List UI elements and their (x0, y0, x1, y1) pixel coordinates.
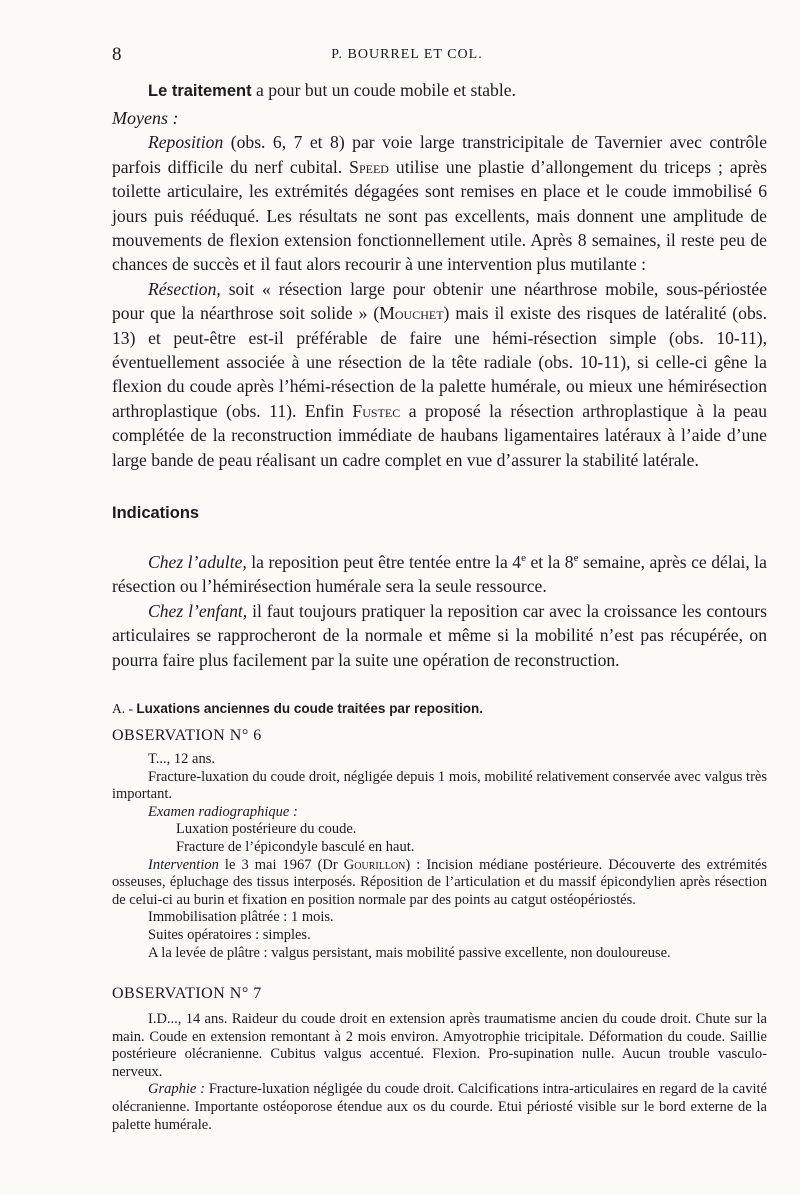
obs6-exam-line-2: Fracture de l’épicondyle basculé en haut. (176, 838, 415, 855)
resection-text-1: soit « résection large pour obtenir une néarthrose mobile, sous-périostée pour que la néarthrose soit solide » ( (112, 278, 767, 324)
enfant-paragraph (112, 599, 767, 672)
enfant-text: il faut toujours pratiquer la reposition car avec la croissance les contours articulaires se rapprocheront de la normale et même si la mobilité n’est pas récupérée, on pourra faire plus facilement par la suite une opération de reconstruction. (112, 600, 767, 670)
adulte-text-2: et la 8 (525, 551, 574, 572)
reposition-paragraph (112, 130, 767, 276)
obs6-intervention-label: Intervention (148, 856, 219, 873)
obs6-exam-line-1: Luxation postérieure du coude. (176, 821, 357, 838)
obs6-suites: Suites opératoires : simples. (148, 926, 311, 943)
obs6-patient: T..., 12 ans. (148, 750, 215, 767)
reposition-term: Reposition (148, 132, 224, 153)
obs7-patient: I.D..., 14 ans. Raideur du coude droit en extension après traumatisme ancien du coude droit. Chute sur la main. Coude en extension remontant à 2 mois environ. Amyotrophie tricipitale. Déformation du coude. Saillie postérieure olécranienne. Cubitus valgus accentué. Flexion. Pro-supination nulle. Aucun trouble vasculo-nerveux. (112, 1011, 767, 1080)
moyens-heading: Moyens : (112, 108, 179, 129)
adulte-paragraph (112, 546, 767, 599)
indications-heading: Indications (112, 504, 200, 523)
resection-text-2: ) mais il existe des risques de latéralité (obs. 13) et peut-être est-il préférable de faire une hémi-résection simple (obs. 10-11), éventuellement associée à une résection de la tête radiale (obs. 10-11), si celle-ci gêne la flexion du coude après l’hémi-résection de la palette humérale, ou mieux une hémirésection arthroplastique (obs. 11). Enfin (112, 303, 767, 421)
adulte-term: Chez l’adulte, (148, 551, 247, 572)
obs7-graphie (112, 1081, 767, 1134)
observation-6-title: OBSERVATION N° 6 (112, 726, 262, 744)
section-a-title: Luxations anciennes du coude traitées par reposition. (136, 700, 483, 716)
ordinal-sup-1: e (521, 552, 526, 565)
obs6-levee: A la levée de plâtre : valgus persistant, mais mobilité passive excellente, non douloureuse. (148, 944, 671, 961)
adulte-text-1: la reposition peut être tentée entre la 4 (246, 551, 522, 572)
resection-text-3: a proposé la résection arthroplastique à la peau complétée de la reconstruction immédiate de haubans ligamentaires latéraux à l’aide d’une large bande de peau réalisant un cadre complet en vue d’assurer la stabilité latérale. (112, 400, 767, 470)
resection-term: Résection, (148, 278, 221, 299)
obs6-intervention-text-1: le 3 mai 1967 (Dr (218, 856, 344, 873)
page-content (112, 78, 767, 1134)
treatment-text: a pour but un coude mobile et stable. (251, 80, 516, 100)
reposition-text-1: (obs. 6, 7 et 8) par voie large transtricipitale de Tavernier avec contrôle parfois difficile du nerf cubital. (112, 132, 767, 177)
obs7-graphie-text: Fracture-luxation négligée du coude droit. Calcifications intra-articulaires en regard de la cavité olécranienne. Importante ostéoporose étendue aux os du courde. Etui périosté visible sur le bord externe de la palette humérale. (112, 1081, 767, 1133)
section-a-label: A. - (112, 700, 137, 716)
treatment-paragraph (112, 78, 767, 103)
running-title: P. BOURREL ET COL. (331, 47, 483, 62)
ordinal-sup-2: e (573, 552, 579, 565)
reposition-text-2: utilise une plastie d’allongement du triceps ; après toilette articulaire, les extrémités dégagées sont remises en place et le coude immobilisé 6 jours puis rééduqué. Les résultats ne sont pas excellents, mais donnent une amplitude de mouvements de flexion extension fonctionnellement utile. Après 8 semaines, il reste peu de chances de succès et il faut alors recourir à une intervention plus mutilante : (112, 156, 768, 275)
enfant-term: Chez l’enfant, (148, 600, 248, 621)
treatment-lead: Le traitement (148, 82, 252, 100)
obs6-surgeon: Gourillon (343, 856, 406, 873)
page-header (112, 44, 702, 66)
page-number: 8 (112, 44, 122, 65)
section-a-heading (112, 701, 767, 717)
author-fustec: Fustec (352, 400, 401, 421)
obs6-immobilisation: Immobilisation plâtrée : 1 mois. (148, 909, 334, 926)
obs6-intervention (112, 857, 767, 910)
resection-paragraph (112, 277, 767, 472)
author-mouchet: Mouchet (379, 303, 444, 324)
adulte-text-3: semaine, après ce délai, la résection ou l’hémirésection humérale sera la seule ressource. (112, 551, 767, 597)
obs6-intervention-text-2: ) : Incision médiane postérieure. Découverte des extrémités osseuses, épluchage des tissus interposés. Réposition de l’articulation et du massif épicondylien après résection de celui-ci au burin et fixation en position normale par des points au catgut ostéopériostés. (112, 856, 767, 908)
obs6-history: Fracture-luxation du coude droit, négligée depuis 1 mois, mobilité relativement conservée avec valgus très important. (112, 768, 767, 803)
observation-7-title: OBSERVATION N° 7 (112, 985, 262, 1003)
obs6-exam-label: Examen radiographique : (148, 803, 298, 820)
author-speed: Speed (349, 156, 389, 177)
obs7-graphie-label: Graphie : (148, 1081, 206, 1098)
